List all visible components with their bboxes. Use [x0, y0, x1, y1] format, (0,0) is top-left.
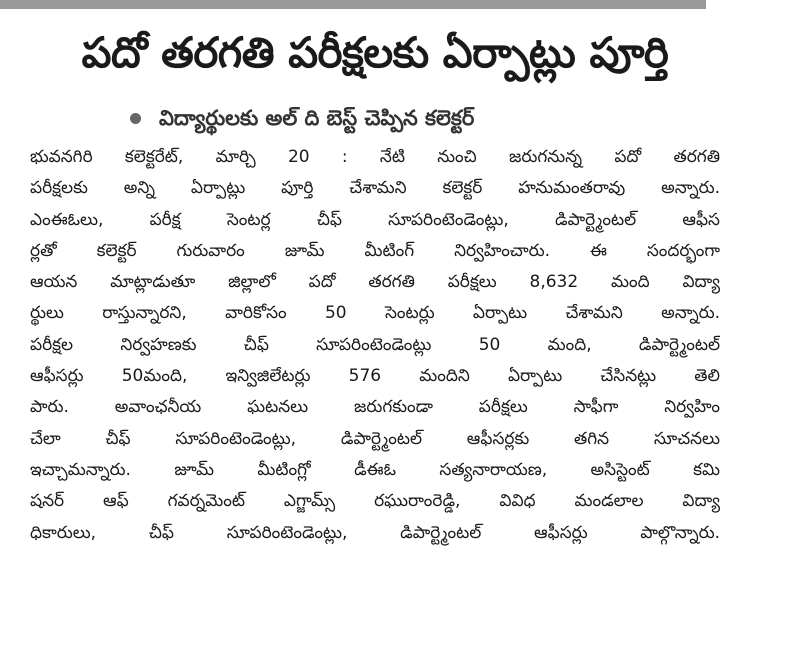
news-article	[30, 18, 720, 549]
article-subheadline-row	[30, 100, 720, 136]
body-line: ర్లతో కలెక్టర్ గురువారం జూమ్ మీటింగ్ నిర్వహించారు. ఈ సందర్భంగా	[30, 240, 720, 261]
body-line: భువనగిరి కలెక్టరేట్, మార్చి 20 : నేటి నుంచి జరుగనున్న పదో తరగతి	[30, 147, 720, 167]
body-line: పరీక్షలకు అన్ని ఏర్పాట్లు పూర్తి చేశామని కలెక్టర్ హనుమంతరావు అన్నారు.	[30, 178, 720, 199]
body-line: ర్థులు రాస్తున్నారని, వారికోసం 50 సెంటర్లు ఏర్పాటు చేశామని అన్నారు.	[30, 303, 720, 324]
body-line: ఎంఈఓలు, పరీక్ష సెంటర్ల చీఫ్ సూపరింటెండెంట్లు, డిపార్ట్మెంటల్ ఆఫీస	[30, 209, 720, 230]
body-line: ఇచ్చామన్నారు. జూమ్ మీటింగ్లో డీఈఓ సత్యనారాయణ, అసిస్టెంట్ కమి	[30, 459, 720, 480]
article-subheadline: విద్యార్థులకు అల్ ది బెస్ట్ చెప్పిన కలెక్టర్	[159, 106, 475, 130]
body-line: ధికారులు, చీఫ్ సూపరింటెండెంట్లు, డిపార్ట్మెంటల్ ఆఫీసర్లు పాల్గొన్నారు.	[30, 522, 720, 543]
body-line: ఆఫీసర్లు 50మంది, ఇన్విజిలేటర్లు 576 మందిని ఏర్పాటు చేసినట్లు తెలి	[30, 366, 720, 387]
article-headline: పదో తరగతి పరీక్షలకు ఏర్పాట్లు పూర్తి	[81, 28, 669, 77]
top-gray-bar	[0, 0, 706, 9]
bullet-icon	[130, 113, 141, 124]
article-body	[30, 142, 720, 549]
body-line: చేలా చీఫ్ సూపరింటెండెంట్లు, డిపార్ట్మెంటల్ ఆఫీసర్లకు తగిన సూచనలు	[30, 428, 720, 449]
body-line: పారు. అవాంఛనీయ ఘటనలు జరుగకుండా పరీక్షలు సాఫీగా నిర్వహిం	[30, 397, 720, 418]
body-line: పరీక్షల నిర్వహణకు చీఫ్ సూపరింటెండెంట్లు 50 మంది, డిపార్ట్మెంటల్	[30, 334, 720, 355]
body-line: షనర్ ఆఫ్ గవర్నమెంట్ ఎగ్జామ్స్ రఘురాంరెడ్డి, వివిధ మండలాల విద్యా	[30, 491, 720, 512]
body-line: ఆయన మాట్లాడుతూ జిల్లాలో పదో తరగతి పరీక్షలు 8,632 మంది విద్యా	[30, 272, 720, 293]
